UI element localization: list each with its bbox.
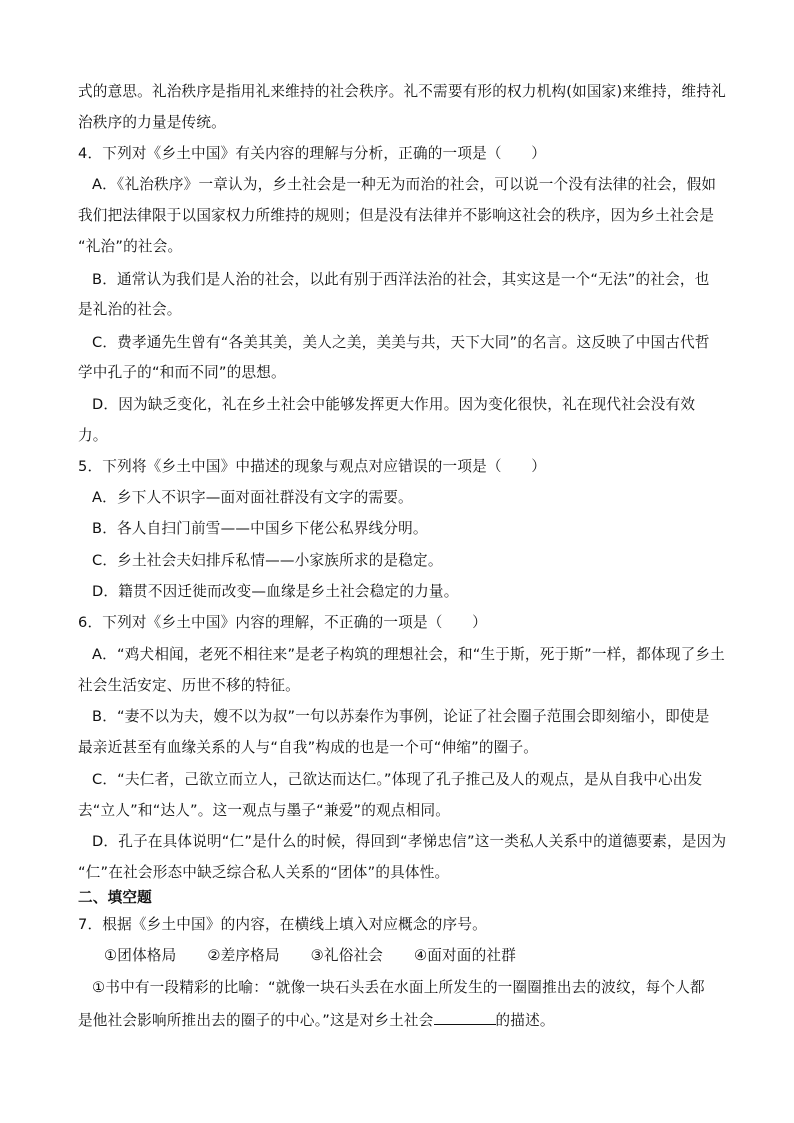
q7-subquestion-1-cont xyxy=(78,1010,718,1031)
q7-option: ④面对面的社群 xyxy=(413,947,516,964)
q6-option-a-cont: 社会生活安定、历世不移的特征。 xyxy=(78,677,300,694)
text-line: 式的意思。礼治秩序是指用礼来维持的社会秩序。礼不需要有形的权力机构(如国家)来维持，维持礼 xyxy=(78,83,726,100)
q4-option-b-cont: 是礼治的社会。 xyxy=(78,301,182,318)
q4-option-b: B．通常认为我们是人治的社会，以此有别于西洋法治的社会，其实这是一个“无法”的社会，也 xyxy=(92,271,710,288)
q5-option-b: B．各人自扫门前雪——中国乡下佬公私界线分明。 xyxy=(92,520,428,537)
q5-option-d: D．籍贯不因迁徙而改变—血缘是乡土社会稳定的力量。 xyxy=(92,583,459,600)
question-4-stem: 4．下列对《乡土中国》有关内容的理解与分析，正确的一项是（ ） xyxy=(78,145,547,162)
question-6-stem: 6．下列对《乡土中国》内容的理解，不正确的一项是（ ） xyxy=(78,614,487,631)
q4-option-d-cont: 力。 xyxy=(78,427,108,444)
q7-options-row xyxy=(104,946,744,966)
q4-option-c: C．费孝通先生曾有“各美其美，美人之美，美美与共，天下大同”的名言。这反映了中国古代哲 xyxy=(92,334,710,351)
q6-option-c-cont: 去“立人”和“达人”。这一观点与墨子“兼爱”的观点相同。 xyxy=(78,802,451,819)
q4-option-a-cont: 我们把法律限于以国家权力所维持的规则；但是没有法律并不影响这社会的秩序，因为乡土社会是 xyxy=(78,207,715,224)
q4-option-a: A．《礼治秩序》一章认为，乡土社会是一种无为而治的社会，可以说一个没有法律的社会，假如 xyxy=(92,176,717,193)
q4-option-c-cont: 学中孔子的“和而不同”的思想。 xyxy=(78,364,286,381)
section-heading-fill-in: 二、填空题 xyxy=(78,889,152,906)
q7-subquestion-1: ①书中有一段精彩的比喻：“就像一块石头丢在水面上所发生的一圈圈推出去的波纹，每个人都 xyxy=(92,979,705,996)
q6-option-b-cont: 最亲近甚至有血缘关系的人与“自我”构成的也是一个可“伸缩”的圈子。 xyxy=(78,739,539,756)
q7-option: ②差序格局 xyxy=(207,947,280,964)
q6-option-d: D．孔子在具体说明“仁”是什么的时候，得回到“孝悌忠信”这一类私人关系中的道德要素，是因为 xyxy=(92,833,727,850)
q6-option-d-cont: “仁”在社会形态中缺乏综合私人关系的“团体”的具体性。 xyxy=(78,864,450,881)
q4-option-d: D．因为缺乏变化，礼在乡土社会中能够发挥更大作用。因为变化很快，礼在现代社会没有效 xyxy=(92,396,696,413)
question-7-stem: 7．根据《乡土中国》的内容，在横线上填入对应概念的序号。 xyxy=(78,916,487,933)
question-5-stem: 5．下列将《乡土中国》中描述的现象与观点对应错误的一项是（ ） xyxy=(78,458,547,475)
text-line: 治秩序的力量是传统。 xyxy=(78,114,226,131)
q7-option: ③礼俗社会 xyxy=(310,947,384,964)
q6-option-b: B．“妻不以为夫，嫂不以为叔”一句以苏秦作为事例，论证了社会圈子范围会即刻缩小，即使是 xyxy=(92,708,710,725)
q7-text-before-blank: 是他社会影响所推出去的圈子的中心。”这是对乡土社会 xyxy=(78,1012,434,1029)
q7-option: ①团体格局 xyxy=(104,947,177,964)
q5-option-c: C．乡土社会夫妇排斥私情——小家族所求的是稳定。 xyxy=(92,552,443,569)
q4-option-a-cont: “礼治”的社会。 xyxy=(78,238,183,255)
q5-option-a: A．乡下人不识字—面对面社群没有文字的需要。 xyxy=(92,489,413,506)
q6-option-c: C．“夫仁者，己欲立而立人，己欲达而达仁。”体现了孔子推己及人的观点，是从自我中心出发 xyxy=(92,771,703,788)
q6-option-a: A．“鸡犬相闻，老死不相往来”是老子构筑的理想社会，和“生于斯，死于斯”一样，都体现了乡土 xyxy=(92,646,725,663)
answer-blank[interactable] xyxy=(434,1010,496,1025)
q7-text-after-blank: 的描述。 xyxy=(495,1012,555,1029)
